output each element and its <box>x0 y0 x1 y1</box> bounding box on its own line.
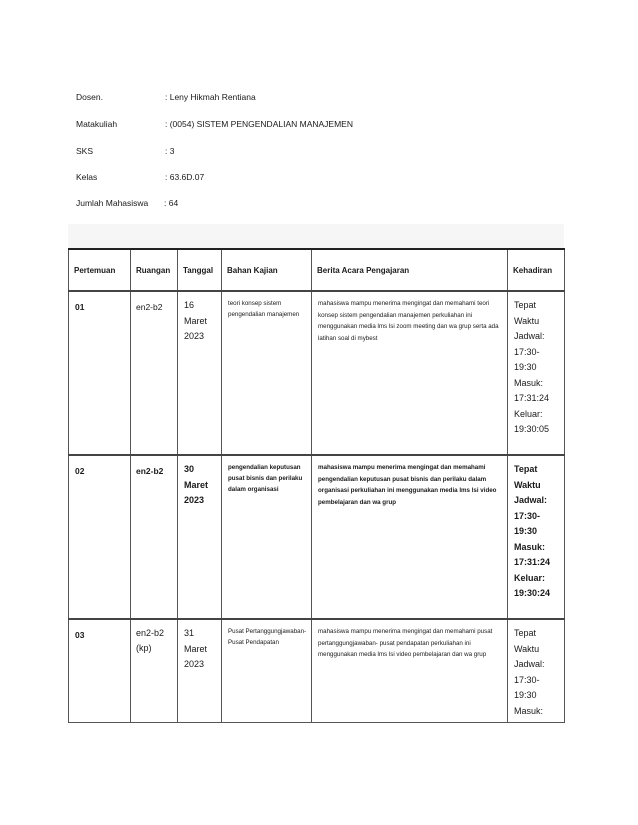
kehadiran-line: Waktu <box>514 643 540 654</box>
tanggal-month: Maret <box>184 315 208 326</box>
tanggal-day: 31 <box>184 628 195 638</box>
header-kehadiran: Kehadiran <box>508 249 565 291</box>
tanggal-year: 2023 <box>184 659 205 669</box>
jumlah-label: Jumlah Mahasiswa <box>76 198 149 208</box>
berita-acara-cell: mahasiswa mampu menerima mengingat dan memahami pengendalian keputusan pusat bisnis dan perilaku dalam organisasi perkuliahan ini menggunakan media lms lsi video pembelajaran dan wa grup <box>312 455 508 619</box>
matakuliah-label: Matakuliah <box>76 119 118 129</box>
kehadiran-line: Keluar: <box>514 572 546 583</box>
tanggal-year: 2023 <box>184 331 205 341</box>
kehadiran-line: 19:30:05 <box>514 424 550 434</box>
table-row <box>69 291 565 455</box>
kehadiran-line: Jadwal: <box>514 659 545 669</box>
dosen-value: : Leny Hikmah Rentiana <box>165 92 256 102</box>
tanggal-cell <box>178 619 222 723</box>
berita-acara-cell: mahasiswa mampu menerima mengingat dan memahami teori konsep sistem pengendalian manajemen perkuliahan ini menggunakan media lms lsi zoom meeting dan wa grup serta ada latihan soal di mybest <box>312 291 508 455</box>
pertemuan-cell: 03 <box>69 619 131 723</box>
kehadiran-line: 19:30 <box>514 526 538 536</box>
kehadiran-cell <box>508 291 565 455</box>
ruangan-cell: en2-b2 <box>131 291 178 455</box>
header-berita-acara: Berita Acara Pengajaran <box>312 249 508 291</box>
kehadiran-line: 17:31:24 <box>514 393 550 403</box>
kehadiran-cell <box>508 619 565 723</box>
ruangan-cell: en2-b2 <box>131 455 178 619</box>
info-jumlah <box>76 198 476 210</box>
kehadiran-line: Tepat <box>514 464 538 474</box>
kehadiran-line: 17:30- <box>514 674 540 685</box>
info-matakuliah <box>76 119 476 131</box>
kehadiran-cell <box>508 455 565 619</box>
kehadiran-line: Masuk: <box>514 377 544 388</box>
matakuliah-value: : (0054) SISTEM PENGENDALIAN MANAJEMEN <box>165 119 353 129</box>
attendance-table <box>68 248 565 723</box>
table-header-row <box>69 249 565 291</box>
jumlah-value: : 64 <box>164 198 179 208</box>
pertemuan-cell: 01 <box>69 291 131 455</box>
header-tanggal: Tanggal <box>178 249 222 291</box>
tanggal-day: 30 <box>184 464 195 474</box>
kehadiran-line: 19:30 <box>514 362 537 372</box>
kehadiran-line: Masuk: <box>514 541 546 552</box>
tanggal-day: 16 <box>184 300 195 310</box>
sks-label: SKS <box>76 146 94 156</box>
kehadiran-line: Jadwal: <box>514 331 545 341</box>
kehadiran-line: Tepat <box>514 628 537 638</box>
dosen-label: Dosen. <box>76 92 103 102</box>
tanggal-month: Maret <box>184 479 209 490</box>
bahan-kajian-cell: pengendalian keputusan pusat bisnis dan perilaku dalam organisasi <box>222 455 312 619</box>
kelas-value: : 63.6D.07 <box>165 172 205 182</box>
tanggal-year: 2023 <box>184 495 205 505</box>
kehadiran-line: 17:30- <box>514 510 541 521</box>
pertemuan-cell: 02 <box>69 455 131 619</box>
tanggal-cell <box>178 455 222 619</box>
table-row <box>69 619 565 723</box>
header-bahan-kajian: Bahan Kajian <box>222 249 312 291</box>
kehadiran-line: Waktu <box>514 479 541 490</box>
kehadiran-line: Keluar: <box>514 408 543 419</box>
berita-acara-cell: mahasiswa mampu menerima mengingat dan memahami pusat pertanggungjawaban- pusat pendapatan perkuliahan ini menggunakan media lms lsi video pembelajaran dan wa grup <box>312 619 508 723</box>
header-band <box>68 224 564 248</box>
info-kelas <box>76 172 476 184</box>
kelas-label: Kelas <box>76 172 98 182</box>
kehadiran-line: Tepat <box>514 300 537 310</box>
kehadiran-line: 19:30 <box>514 690 537 700</box>
kehadiran-line: 17:31:24 <box>514 557 551 567</box>
kehadiran-line: Jadwal: <box>514 495 548 505</box>
kehadiran-line: Masuk: <box>514 705 544 716</box>
bahan-kajian-cell: teori konsep sistem pengendalian manajemen <box>222 291 312 455</box>
table-row <box>69 455 565 619</box>
info-sks <box>76 146 476 158</box>
bahan-kajian-cell: Pusat Pertanggungjawaban- Pusat Pendapatan <box>222 619 312 723</box>
tanggal-month: Maret <box>184 643 208 654</box>
sks-value: : 3 <box>165 146 175 156</box>
header-pertemuan: Pertemuan <box>69 249 131 291</box>
kehadiran-line: Waktu <box>514 315 540 326</box>
info-dosen <box>76 92 476 104</box>
kehadiran-line: 17:30- <box>514 346 540 357</box>
header-ruangan: Ruangan <box>131 249 178 291</box>
tanggal-cell <box>178 291 222 455</box>
kehadiran-line: 19:30:24 <box>514 588 551 598</box>
ruangan-cell: en2-b2 (kp) <box>131 619 178 723</box>
